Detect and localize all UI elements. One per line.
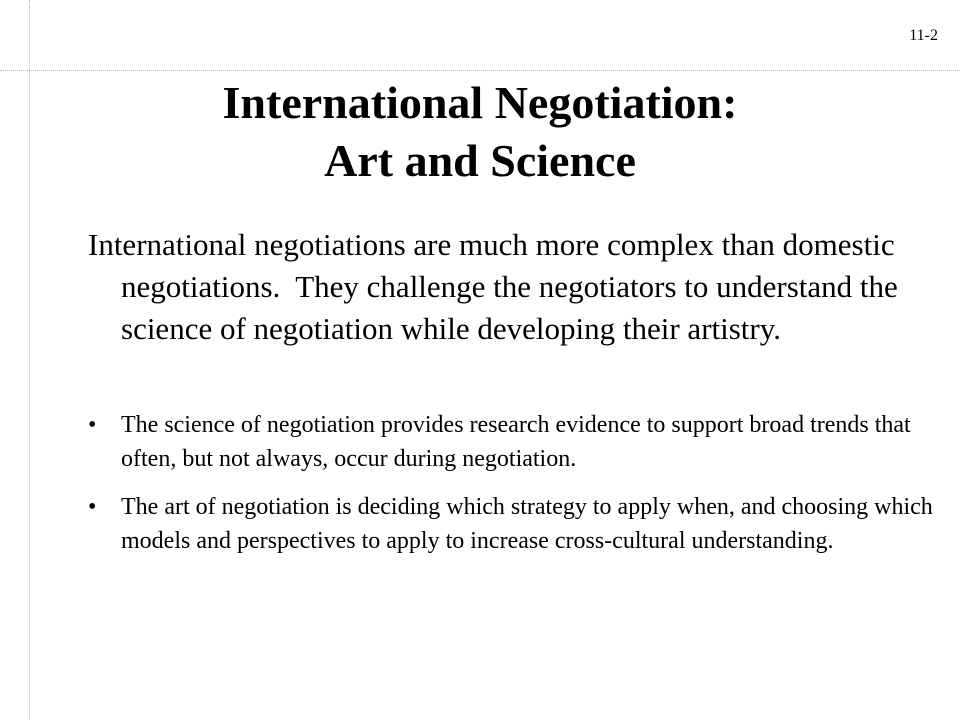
bullet-text: The art of negotiation is deciding which strategy to apply when, and choosing which models and perspectives to apply to increase cross-cultural understanding. xyxy=(121,494,933,554)
horizontal-guide-line xyxy=(0,70,960,71)
slide-title xyxy=(40,74,920,190)
title-line-2: Art and Science xyxy=(324,135,636,186)
bullet-item xyxy=(88,408,938,476)
bullet-list xyxy=(88,408,938,572)
intro-paragraph: International negotiations are much more complex than domestic negotiations. They challenge the negotiators to understand the science of negotiation while developing their artistry. xyxy=(88,227,906,346)
vertical-guide-line xyxy=(29,0,30,720)
bullet-marker: • xyxy=(88,412,97,438)
bullet-item xyxy=(88,490,938,558)
bullet-marker: • xyxy=(88,494,97,520)
bullet-text: The science of negotiation provides research evidence to support broad trends that often, but not always, occur during negotiation. xyxy=(121,412,911,472)
title-line-1: International Negotiation: xyxy=(222,77,738,128)
slide-number: 11-2 xyxy=(909,27,938,44)
